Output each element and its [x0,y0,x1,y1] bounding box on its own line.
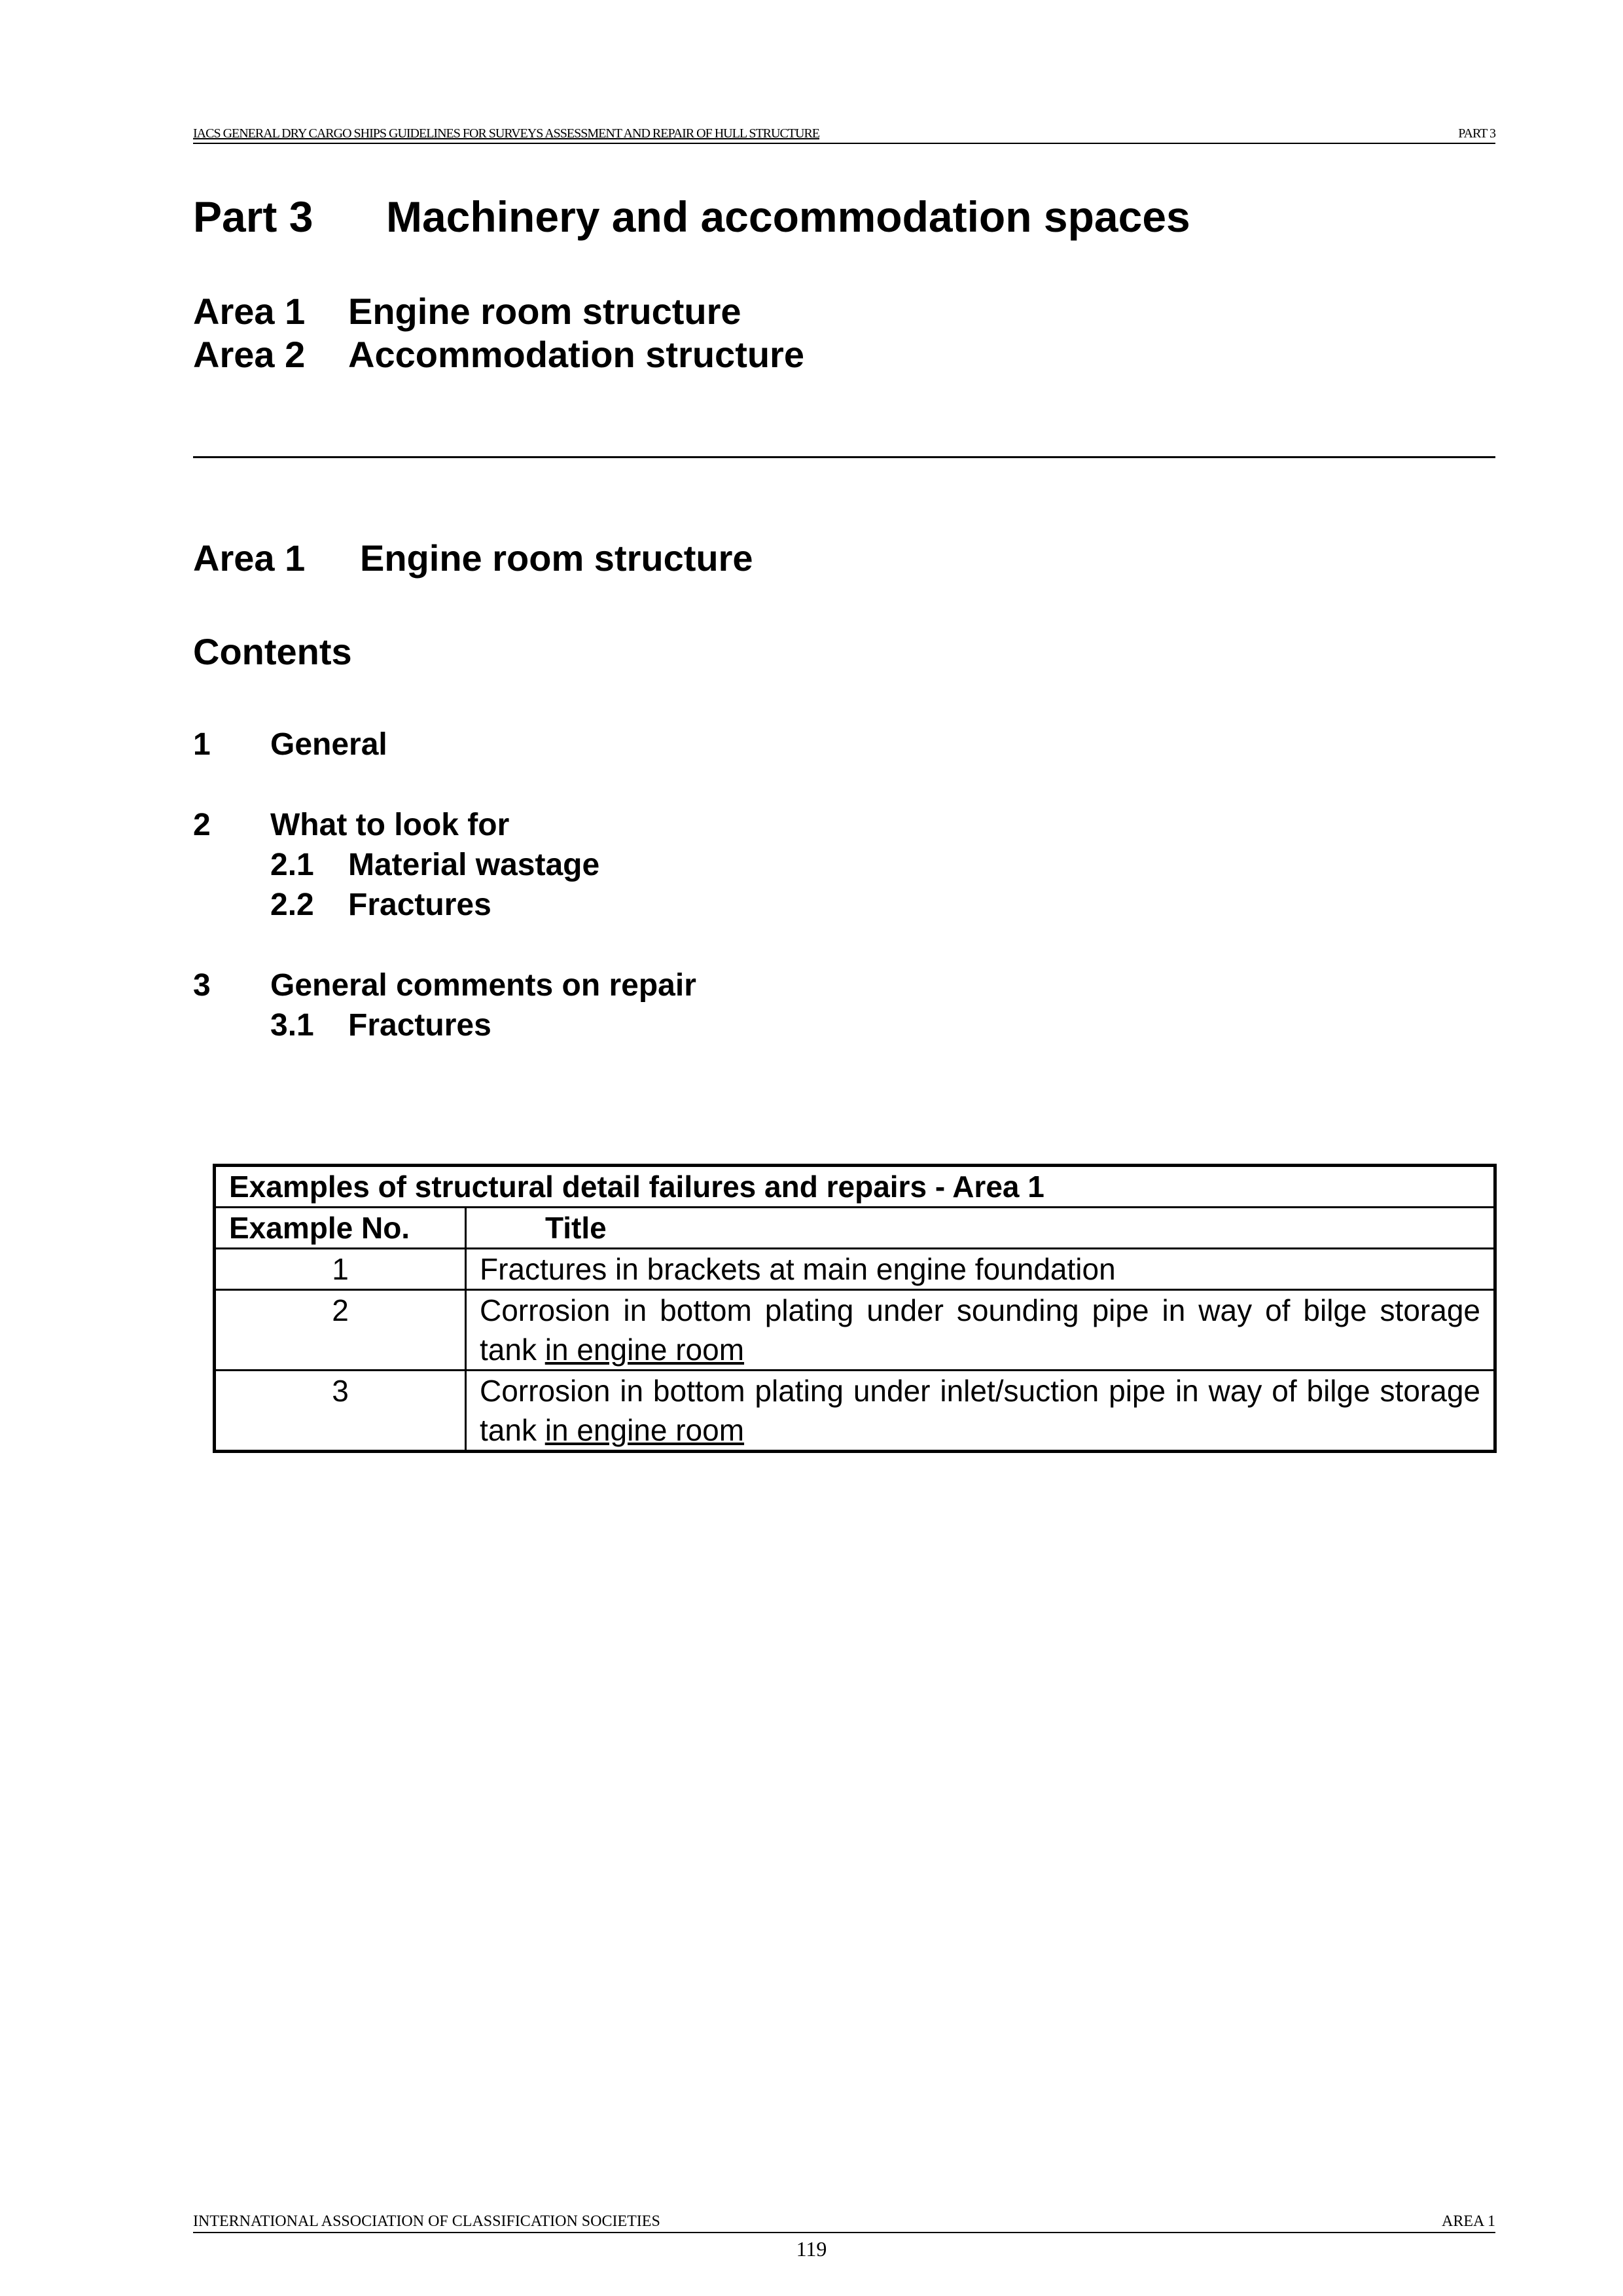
toc-subitem-number: 2.2 [270,888,314,922]
toc-item-number: 2 [193,808,211,842]
table-row [215,1371,1495,1452]
area-list-item [193,333,1175,376]
table-header-row [215,1208,1495,1249]
area-list-item [193,290,1175,333]
table-of-contents [193,725,1175,1045]
toc-item-title: What to look for [270,808,510,842]
section-heading [193,537,1175,583]
example-title-underlined: in engine room [544,1333,745,1367]
footer-area-label: AREA 1 [1441,2213,1495,2230]
area-list [193,290,1175,376]
example-title-text: Corrosion in bottom plating under inlet/suction pipe in way of bilge storage tank [480,1374,1480,1447]
toc-item [193,965,1175,1005]
page-number: 119 [796,2237,827,2261]
example-title-underlined: in engine room [544,1413,745,1447]
running-footer [193,2212,1495,2233]
footer-organization: INTERNATIONAL ASSOCIATION OF CLASSIFICATION SOCIETIES [193,2213,660,2230]
area-title: Engine room structure [348,291,741,332]
contents-title: Contents [193,631,352,672]
example-title [466,1290,1495,1371]
toc-subitem-number: 2.1 [270,848,314,882]
examples-table [213,1164,1497,1453]
example-title-text: Corrosion in bottom plating under sounding pipe in way of bilge storage tank [480,1293,1480,1367]
toc-item-title: General comments on repair [270,968,696,1003]
toc-item [193,725,1175,764]
section-divider [193,456,1495,458]
example-number: 1 [215,1249,466,1290]
area-title: Accommodation structure [348,334,804,375]
part-number: Part 3 [193,192,313,241]
toc-subitem [193,1005,1175,1045]
toc-subitem [193,845,1175,885]
column-header-example-no: Example No. [215,1208,466,1249]
table-caption: Examples of structural detail failures and repairs - Area 1 [215,1166,1495,1208]
area-label: Area 2 [193,334,306,375]
example-number: 2 [215,1290,466,1371]
header-part-label: PART 3 [1458,126,1495,141]
section-label: Area 1 [193,537,306,579]
example-number: 3 [215,1371,466,1452]
toc-item [193,805,1175,845]
toc-subitem-number: 3.1 [270,1008,314,1043]
area-label: Area 1 [193,291,306,332]
toc-subitem-title: Fractures [348,1008,491,1043]
toc-item-title: General [270,727,387,762]
example-title-text: Fractures in brackets at main engine foundation [480,1252,1116,1286]
table-caption-row [215,1166,1495,1208]
toc-item-number: 3 [193,968,211,1003]
table-row [215,1249,1495,1290]
example-title [466,1371,1495,1452]
running-header [193,123,1495,144]
example-title [466,1249,1495,1290]
toc-item-number: 1 [193,727,211,762]
part-title: Machinery and accommodation spaces [386,192,1190,241]
section-title: Engine room structure [360,537,753,579]
header-document-title: IACS GENERAL DRY CARGO SHIPS GUIDELINES FOR SURVEYS ASSESSMENT AND REPAIR OF HULL STRUCTURE [193,126,819,141]
toc-subitem-title: Material wastage [348,848,600,882]
toc-subitem-title: Fractures [348,888,491,922]
toc-subitem [193,885,1175,925]
column-header-title: Title [466,1208,1495,1249]
table-row [215,1290,1495,1371]
